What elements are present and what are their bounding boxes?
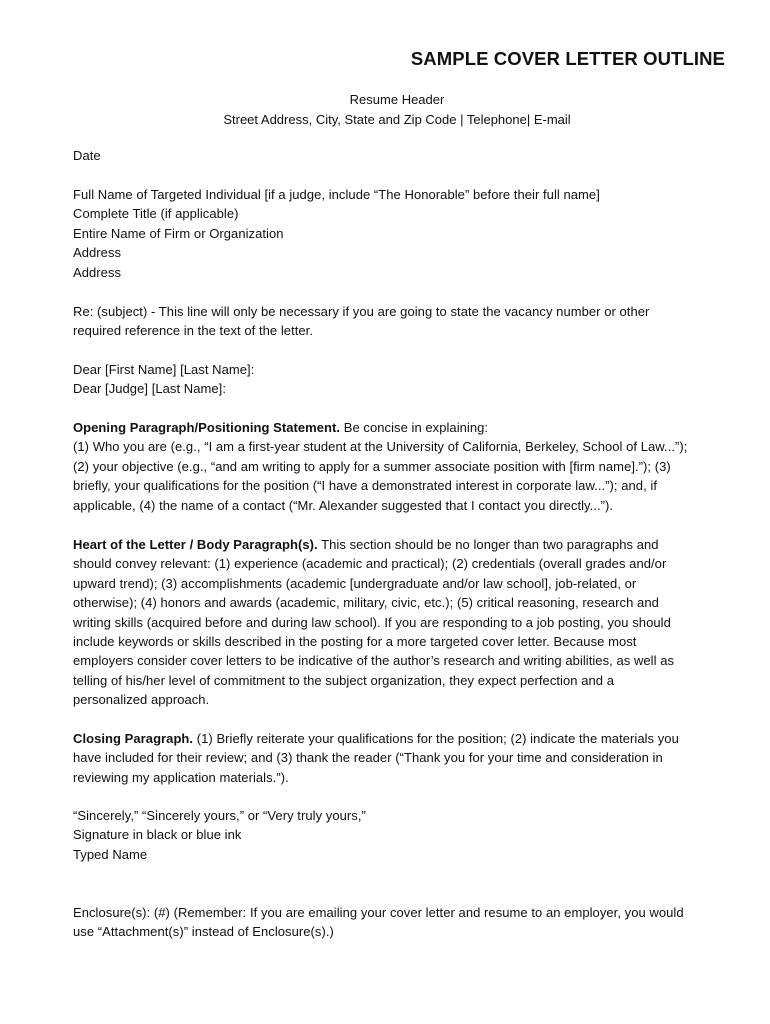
signoff-line: Typed Name (73, 846, 148, 862)
paragraph-line: upward trend); (3) accomplishments (academic [undergraduate and/or law school], job-related, or (73, 575, 637, 591)
paragraph-line: include keywords or skills described in the posting for a more targeted cover letter. Because most (73, 634, 637, 650)
closing-heading: Closing Paragraph. (73, 731, 194, 746)
signoff-line: Signature in black or blue ink (73, 827, 242, 843)
closing-paragraph (73, 729, 733, 787)
paragraph-line: writing skills (acquired before and during law school). If you are responding to a job posting, you should (73, 614, 671, 630)
enclosure-line: Enclosure(s): (#) (Remember: If you are emailing your cover letter and resume to an employer, you would (73, 905, 684, 920)
salutation-line: Dear [Judge] [Last Name]: (73, 381, 226, 397)
resume-header-label: Resume Header (349, 92, 445, 107)
opening-paragraph (73, 418, 733, 515)
contact-info-line: Street Address, City, State and Zip Code | Telephone| E-mail (223, 112, 571, 127)
closing-first-line (73, 729, 733, 748)
paragraph-line: (1) Who you are (e.g., “I am a first-year student at the University of California, Berkeley, School of Law...”); (73, 439, 688, 455)
re-line: required reference in the text of the letter. (73, 323, 314, 339)
closing-lead: (1) Briefly reiterate your qualifications for the position; (2) indicate the materials you (193, 731, 679, 746)
paragraph-line: otherwise); (4) honors and awards (academic, military, civic, etc.); (5) critical reasoning, research and (73, 595, 659, 611)
paragraph-line: applicable, (4) the name of a contact (“Mr. Alexander suggested that I contact you directly...”). (73, 497, 614, 513)
enclosure-line: use “Attachment(s)” instead of Enclosure(s).) (73, 924, 334, 940)
paragraph-line: telling of his/her level of commitment to the subject organization, they expect perfection and a (73, 672, 614, 688)
paragraph-line: briefly, your qualifications for the position (“I have a demonstrated interest in corporate law...”); and, if (73, 478, 657, 494)
recipient-address-line: Address (73, 264, 122, 280)
date-text: Date (73, 148, 101, 163)
recipient-firm-line: Entire Name of Firm or Organization (73, 225, 284, 241)
paragraph-line: (2) your objective (e.g., “and am writing to apply for a summer associate position with [firm name].”); (3) (73, 458, 671, 474)
recipient-title-line: Complete Title (if applicable) (73, 206, 239, 222)
recipient-address-line: Address (73, 245, 122, 261)
re-line: Re: (subject) - This line will only be necessary if you are going to state the vacancy number or other (73, 304, 650, 319)
paragraph-line: should convey relevant: (1) experience (academic and practical); (2) credentials (overall grades and/or (73, 556, 667, 572)
recipient-name-line: Full Name of Targeted Individual [if a judge, include “The Honorable” before their full name] (73, 187, 600, 202)
opening-heading: Opening Paragraph/Positioning Statement. (73, 420, 341, 435)
opening-lead: Be concise in explaining: (340, 420, 489, 435)
body-paragraph (73, 535, 733, 710)
signoff-line: “Sincerely,” “Sincerely yours,” or “Very truly yours,” (73, 808, 366, 823)
opening-first-line (73, 418, 733, 437)
date-line (73, 146, 733, 165)
body-lead: This section should be no longer than two paragraphs and (317, 537, 659, 552)
paragraph-line: personalized approach. (73, 692, 210, 708)
body-heading: Heart of the Letter / Body Paragraph(s). (73, 537, 318, 552)
paragraph-line: have included for their review; and (3) thank the reader (“Thank you for your time and consideration in (73, 750, 663, 766)
paragraph-line: employers consider cover letters to be indicative of the author’s research and writing abilities, as well as (73, 653, 675, 669)
re-subject-block (73, 302, 733, 341)
enclosure-block (73, 903, 733, 942)
recipient-block (73, 185, 733, 282)
document-title: SAMPLE COVER LETTER OUTLINE (410, 48, 725, 69)
paragraph-line: reviewing my application materials.”). (73, 769, 289, 785)
salutation-block (73, 360, 733, 399)
signoff-block (73, 806, 733, 864)
salutation-line: Dear [First Name] [Last Name]: (73, 362, 255, 377)
body-first-line (73, 535, 733, 554)
